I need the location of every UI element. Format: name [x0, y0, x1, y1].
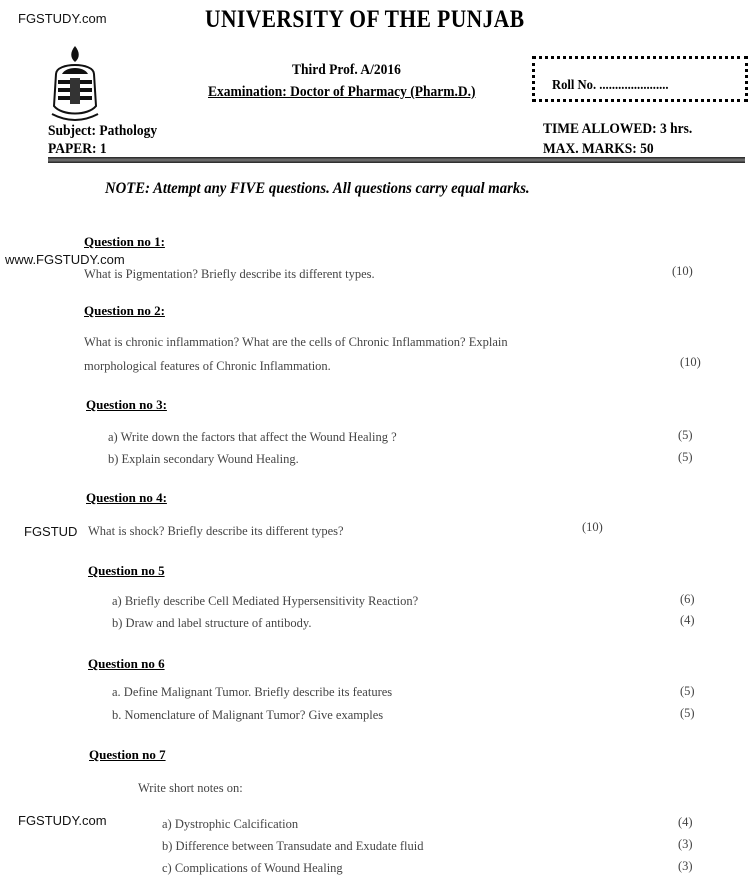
watermark: FGSTUD	[24, 524, 78, 539]
question-marks: (5)	[678, 450, 693, 464]
question-text: morphological features of Chronic Inflammation.	[84, 359, 331, 373]
question-heading: Question no 7	[89, 747, 166, 762]
question-marks: (4)	[678, 815, 693, 829]
question-part: b) Difference between Transudate and Exudate fluid	[162, 839, 424, 853]
question-marks: (10)	[582, 520, 603, 534]
question-part: a) Write down the factors that affect the Wound Healing ?	[108, 430, 397, 444]
divider	[48, 157, 745, 163]
question-marks: (5)	[680, 684, 695, 698]
question-part: b) Draw and label structure of antibody.	[112, 616, 312, 630]
question-heading: Question no 6	[88, 656, 165, 671]
question-heading: Question no 4:	[86, 490, 167, 505]
question-marks: (6)	[680, 592, 695, 606]
question-marks: (4)	[680, 613, 695, 627]
question-marks: (5)	[680, 706, 695, 720]
question-marks: (3)	[678, 859, 693, 873]
question-part: c) Complications of Wound Healing	[162, 861, 343, 875]
exam-year: Third Prof. A/2016	[292, 62, 401, 78]
question-part: b. Nomenclature of Malignant Tumor? Give examples	[112, 708, 384, 722]
question-marks: (10)	[672, 264, 693, 278]
watermark: www.FGSTUDY.com	[5, 252, 125, 267]
question-heading: Question no 5	[88, 563, 165, 578]
question-heading: Question no 3:	[86, 397, 167, 412]
watermark: FGSTUDY.com	[18, 813, 107, 828]
question-heading: Question no 2:	[84, 303, 165, 318]
university-logo	[48, 44, 102, 126]
question-part: a) Briefly describe Cell Mediated Hypersensitivity Reaction?	[112, 594, 419, 608]
watermark: FGSTUDY.com	[18, 11, 107, 26]
paper: PAPER: 1	[48, 141, 107, 157]
question-text: What is chronic inflammation? What are the cells of Chronic Inflammation? Explain	[84, 335, 508, 349]
roll-number-label: Roll No. ......................	[552, 78, 669, 93]
question-text: What is shock? Briefly describe its different types?	[88, 524, 344, 538]
question-marks: (5)	[678, 428, 693, 442]
exam-note: NOTE: Attempt any FIVE questions. All questions carry equal marks.	[105, 180, 530, 197]
time-allowed: TIME ALLOWED: 3 hrs.	[543, 121, 693, 137]
question-heading: Question no 1:	[84, 234, 165, 249]
question-marks: (10)	[680, 355, 701, 369]
question-part: b) Explain secondary Wound Healing.	[108, 452, 299, 466]
max-marks: MAX. MARKS: 50	[543, 141, 654, 157]
question-text: What is Pigmentation? Briefly describe its different types.	[84, 267, 375, 281]
question-intro: Write short notes on:	[138, 781, 243, 795]
question-part: a. Define Malignant Tumor. Briefly describe its features	[112, 685, 393, 699]
exam-name: Examination: Doctor of Pharmacy (Pharm.D.)	[208, 84, 476, 100]
subject: Subject: Pathology	[48, 123, 158, 139]
question-marks: (3)	[678, 837, 693, 851]
university-title: UNIVERSITY OF THE PUNJAB	[205, 6, 525, 33]
question-part: a) Dystrophic Calcification	[162, 817, 299, 831]
